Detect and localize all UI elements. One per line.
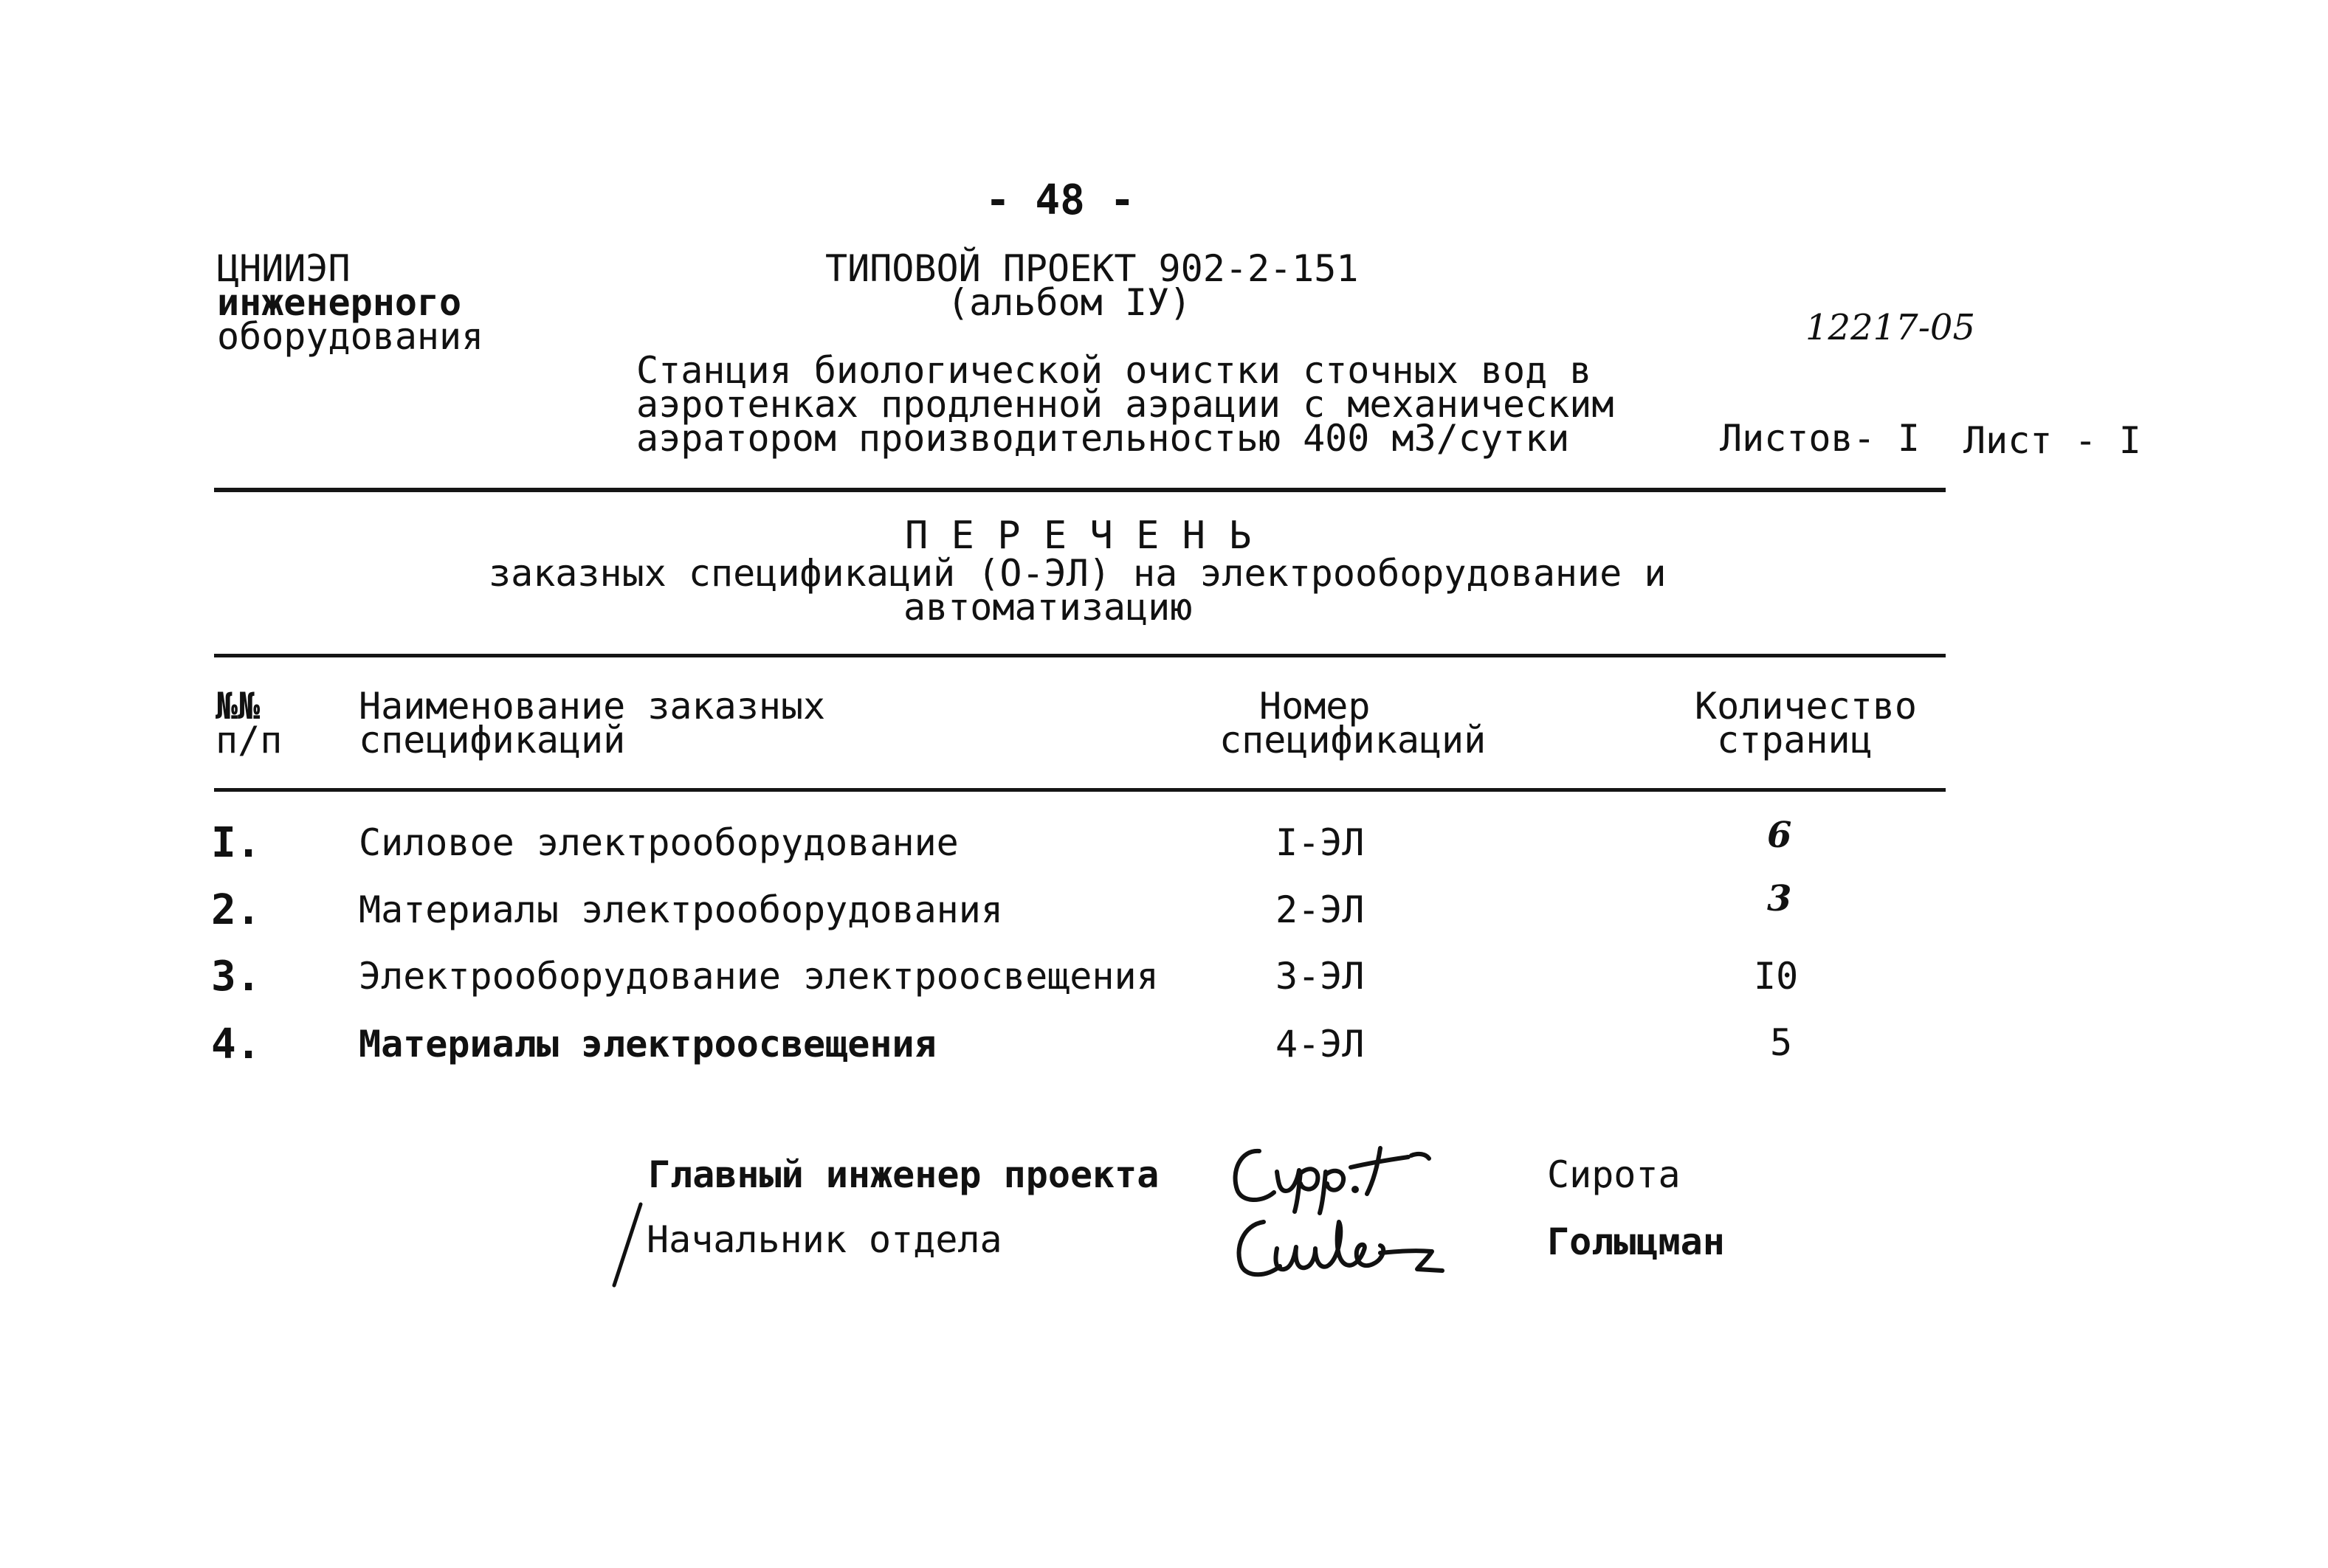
signature-role: Главный инженер проекта	[648, 1153, 1160, 1196]
header-num-1: №№	[216, 685, 261, 728]
row-name: Материалы электрооборудования	[359, 888, 1003, 931]
header-code-1: Номер	[1259, 685, 1371, 728]
header-name-2: спецификаций	[359, 719, 626, 761]
project-desc-line-1: Станция биологической очистки сточных вод в	[636, 349, 1592, 392]
list-subtitle-line-1: заказных спецификаций (О-ЭЛ) на электрооборудование и	[489, 552, 1667, 595]
sheets-total: Листов- I	[1720, 417, 1920, 460]
row-number: 2.	[211, 886, 261, 934]
page-number: - 48 -	[985, 176, 1135, 224]
list-subtitle-line-2: автоматизацию	[903, 586, 1193, 629]
header-name-1: Наименование заказных	[359, 685, 826, 728]
list-title: П Е Р Е Ч Е Н Ь	[905, 514, 1252, 558]
pen-slash-mark	[610, 1201, 647, 1290]
org-line-2: инженерного	[217, 281, 462, 324]
row-pages: I0	[1754, 955, 1799, 998]
row-number: I.	[211, 819, 261, 867]
header-num-2: п/п	[216, 719, 283, 761]
org-line-1: ЦНИИЭП	[217, 247, 351, 290]
row-pages: 6	[1767, 815, 1792, 856]
sheet-number: Лист - I	[1963, 419, 2141, 462]
header-pages-1: Количество	[1695, 685, 1918, 728]
signature-name: Голыцман	[1547, 1220, 1725, 1263]
row-number: 4.	[211, 1020, 261, 1068]
inventory-number: 12217-05	[1805, 307, 1975, 348]
project-title: ТИПОВОЙ ПРОЕКТ 902-2-151	[825, 247, 1359, 290]
signature-drawing-2	[1228, 1207, 1472, 1288]
signature-role: Начальник отдела	[647, 1218, 1002, 1261]
row-code: 2-ЭЛ	[1275, 888, 1365, 931]
project-desc-line-3: аэратором производительностью 400 м3/сутки	[636, 417, 1570, 460]
row-code: 4-ЭЛ	[1275, 1023, 1365, 1066]
row-code: I-ЭЛ	[1275, 821, 1365, 864]
row-name: Электрооборудование электроосвещения	[359, 955, 1159, 998]
header-pages-2: страниц	[1717, 719, 1873, 761]
row-number: 3.	[211, 953, 261, 1001]
signature-name: Сирота	[1547, 1153, 1681, 1196]
row-pages: 3	[1767, 878, 1792, 919]
divider-top	[214, 488, 1946, 492]
signature-drawing-1	[1225, 1135, 1461, 1216]
org-line-3: оборудования	[217, 315, 484, 358]
header-code-2: спецификаций	[1219, 719, 1487, 761]
row-code: 3-ЭЛ	[1275, 955, 1365, 998]
table-top-rule	[214, 654, 1946, 657]
project-desc-line-2: аэротенках продленной аэрации с механическим	[636, 383, 1614, 426]
table-header-rule	[214, 788, 1946, 792]
row-name: Материалы электроосвещения	[359, 1023, 937, 1066]
row-name: Силовое электрооборудование	[359, 821, 959, 864]
row-pages: 5	[1770, 1021, 1793, 1064]
project-album: (альбом IУ)	[947, 281, 1192, 324]
